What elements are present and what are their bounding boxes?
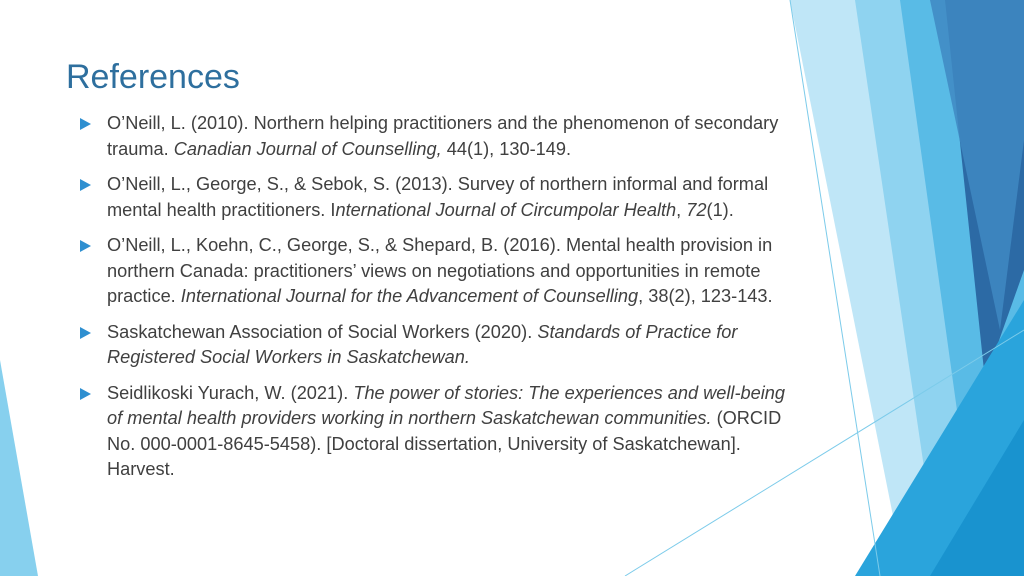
reference-segment: O’Neill, L., George, S., & Sebok, S. (2013). Survey of northern informal and formal mental health practitioners. I xyxy=(107,174,769,220)
triangle-right-icon xyxy=(80,327,91,339)
reference-text xyxy=(107,235,773,306)
reference-item xyxy=(76,320,796,371)
reference-segment: , xyxy=(676,199,687,220)
reference-text xyxy=(107,174,768,220)
triangle-right-icon xyxy=(80,179,91,191)
reference-italic-segment: Standards of Practice for Registered Social Workers in Saskatchewan. xyxy=(107,321,738,367)
reference-item xyxy=(76,233,796,310)
reference-segment: (ORCID No. 000-0001-8645-5458). [Doctoral dissertation, University of Saskatchewan]. Harvest. xyxy=(107,408,782,479)
reference-italic-segment: The power of stories: The experiences and well-being of mental health providers working in northern Saskatchewan communities. xyxy=(107,382,786,428)
reference-item xyxy=(76,111,796,162)
reference-segment: 44(1), 130-149. xyxy=(441,138,572,159)
reference-text xyxy=(107,383,785,480)
reference-italic-segment: 72 xyxy=(686,199,707,220)
slide-title: References xyxy=(66,58,240,96)
reference-text xyxy=(107,113,778,159)
reference-text xyxy=(107,322,737,368)
reference-item xyxy=(76,381,796,483)
triangle-right-icon xyxy=(80,118,91,130)
reference-segment: O’Neill, L., Koehn, C., George, S., & Shepard, B. (2016). Mental health provision in northern Canada: practitioners’ views on negotiations and opportunities in remote practice. xyxy=(107,235,773,306)
reference-list xyxy=(76,111,796,493)
reference-italic-segment: Canadian Journal of Counselling, xyxy=(173,138,442,159)
reference-segment: , 38(2), 123-143. xyxy=(638,286,773,306)
reference-italic-segment: International Journal for the Advancement of Counselling xyxy=(180,286,639,306)
reference-italic-segment: nternational Journal of Circumpolar Health xyxy=(335,199,677,220)
triangle-right-icon xyxy=(80,240,91,252)
reference-segment: Seidlikoski Yurach, W. (2021). xyxy=(107,382,354,403)
reference-segment: (1). xyxy=(706,199,734,220)
reference-item xyxy=(76,172,796,223)
left-accent-shape xyxy=(0,360,38,576)
triangle-right-icon xyxy=(80,388,91,400)
reference-segment: Saskatchewan Association of Social Workers (2020). xyxy=(107,321,538,342)
reference-segment: O’Neill, L. (2010). Northern helping practitioners and the phenomenon of secondary trauma. xyxy=(107,113,779,159)
